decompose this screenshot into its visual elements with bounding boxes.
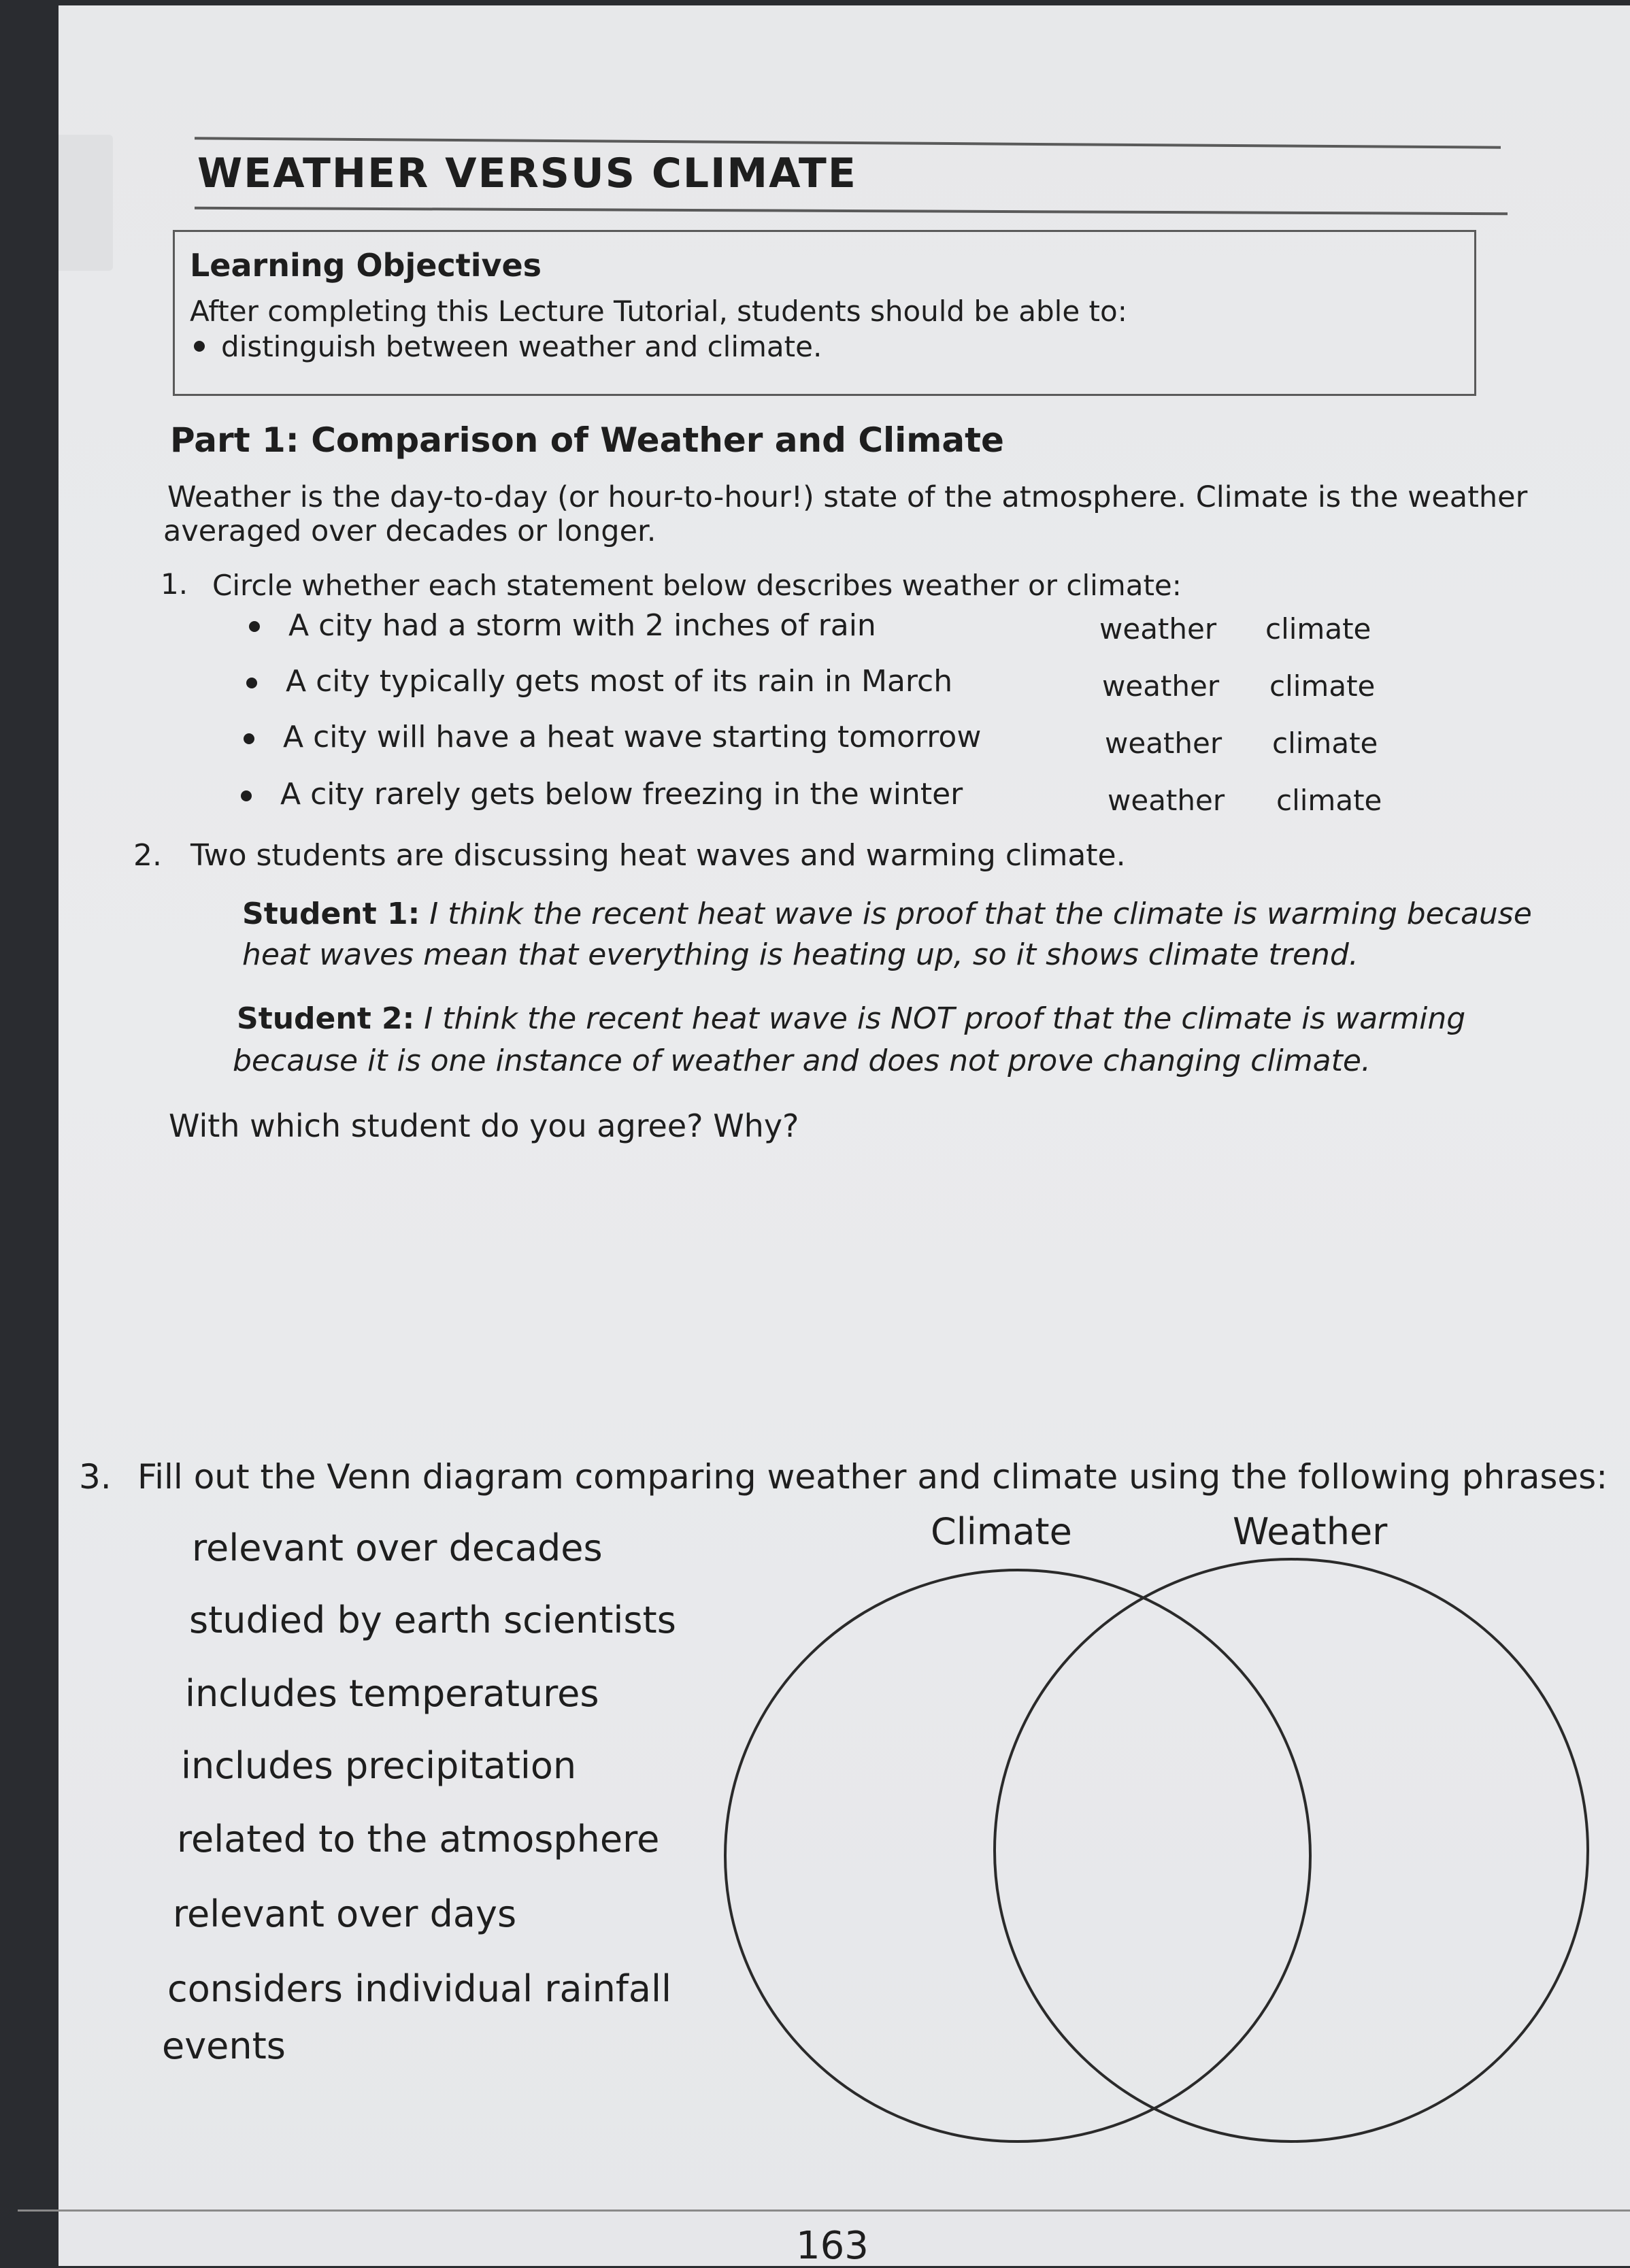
student2-text-line1: I think the recent heat wave is NOT proof that the climate is warming	[424, 1001, 1466, 1036]
student1-label: Student 1:	[242, 897, 420, 931]
q2-answer-area[interactable]	[167, 1162, 1460, 1434]
q3-prompt: Fill out the Venn diagram comparing weather and climate using the following phrases:	[137, 1457, 1608, 1497]
part1-intro-line1: Weather is the day-to-day (or hour-to-hour!) state of the atmosphere. Climate is the weather	[167, 480, 1528, 514]
weather-option[interactable]: weather	[1099, 612, 1217, 646]
title-rule-top	[195, 137, 1501, 148]
student1-line2: heat waves mean that everything is heating up, so it shows climate trend.	[242, 937, 1359, 972]
climate-option[interactable]: climate	[1276, 784, 1382, 817]
statement-text: A city had a storm with 2 inches of rain	[288, 608, 876, 643]
bullet-icon	[241, 790, 252, 801]
page-number: 163	[796, 2224, 869, 2268]
phrase-item: studied by earth scientists	[189, 1599, 676, 1641]
climate-option[interactable]: climate	[1269, 669, 1376, 703]
worksheet-page	[59, 5, 1630, 2266]
q2-number: 2.	[133, 838, 162, 873]
phrase-item: relevant over decades	[192, 1527, 603, 1569]
objectives-box	[173, 230, 1476, 396]
weather-option[interactable]: weather	[1105, 727, 1222, 760]
climate-option[interactable]: climate	[1265, 612, 1371, 646]
statement-text: A city typically gets most of its rain in March	[286, 664, 953, 699]
student2-label: Student 2:	[237, 1001, 415, 1036]
objective-item: distinguish between weather and climate.	[221, 330, 822, 363]
bullet-icon	[249, 621, 260, 632]
q1-number: 1.	[161, 567, 188, 601]
student2-line1	[237, 1001, 1466, 1036]
student1-text-line1: I think the recent heat wave is proof that the climate is warming because	[429, 897, 1532, 931]
page-tab	[59, 135, 113, 271]
bullet-icon	[194, 341, 205, 352]
weather-option[interactable]: weather	[1102, 669, 1220, 703]
bullet-icon	[246, 678, 257, 688]
phrase-item: events	[162, 2024, 286, 2067]
q3-number: 3.	[79, 1457, 112, 1497]
venn-weather-circle[interactable]	[995, 1559, 1588, 2141]
climate-option[interactable]: climate	[1272, 727, 1378, 760]
venn-climate-label: Climate	[931, 1510, 1072, 1553]
phrase-item: includes temperatures	[185, 1672, 599, 1715]
venn-weather-label: Weather	[1233, 1510, 1388, 1553]
objectives-heading: Learning Objectives	[190, 247, 542, 284]
weather-option[interactable]: weather	[1108, 784, 1225, 817]
page-title: WEATHER VERSUS CLIMATE	[197, 150, 857, 197]
q2-prompt: Two students are discussing heat waves and warming climate.	[190, 838, 1126, 873]
venn-diagram[interactable]	[671, 1556, 1630, 2169]
student2-line2: because it is one instance of weather and does not prove changing climate.	[233, 1044, 1371, 1078]
footer-rule	[18, 2209, 1630, 2212]
phrase-item: relevant over days	[173, 1892, 517, 1935]
q1-prompt: Circle whether each statement below describes weather or climate:	[212, 569, 1182, 602]
bullet-icon	[244, 733, 254, 744]
part1-heading: Part 1: Comparison of Weather and Climate	[170, 420, 1004, 460]
title-rule-bottom	[195, 207, 1508, 215]
statement-text: A city will have a heat wave starting tomorrow	[283, 720, 982, 754]
part1-intro-line2: averaged over decades or longer.	[163, 514, 656, 548]
venn-climate-circle[interactable]	[725, 1570, 1310, 2141]
phrase-item: includes precipitation	[181, 1744, 577, 1787]
phrase-item: considers individual rainfall	[167, 1967, 671, 2010]
q2-question: With which student do you agree? Why?	[169, 1107, 799, 1144]
student1-line1	[242, 899, 1532, 929]
statement-text: A city rarely gets below freezing in the winter	[280, 777, 963, 812]
objectives-intro: After completing this Lecture Tutorial, students should be able to:	[190, 295, 1127, 328]
phrase-item: related to the atmosphere	[177, 1818, 660, 1861]
